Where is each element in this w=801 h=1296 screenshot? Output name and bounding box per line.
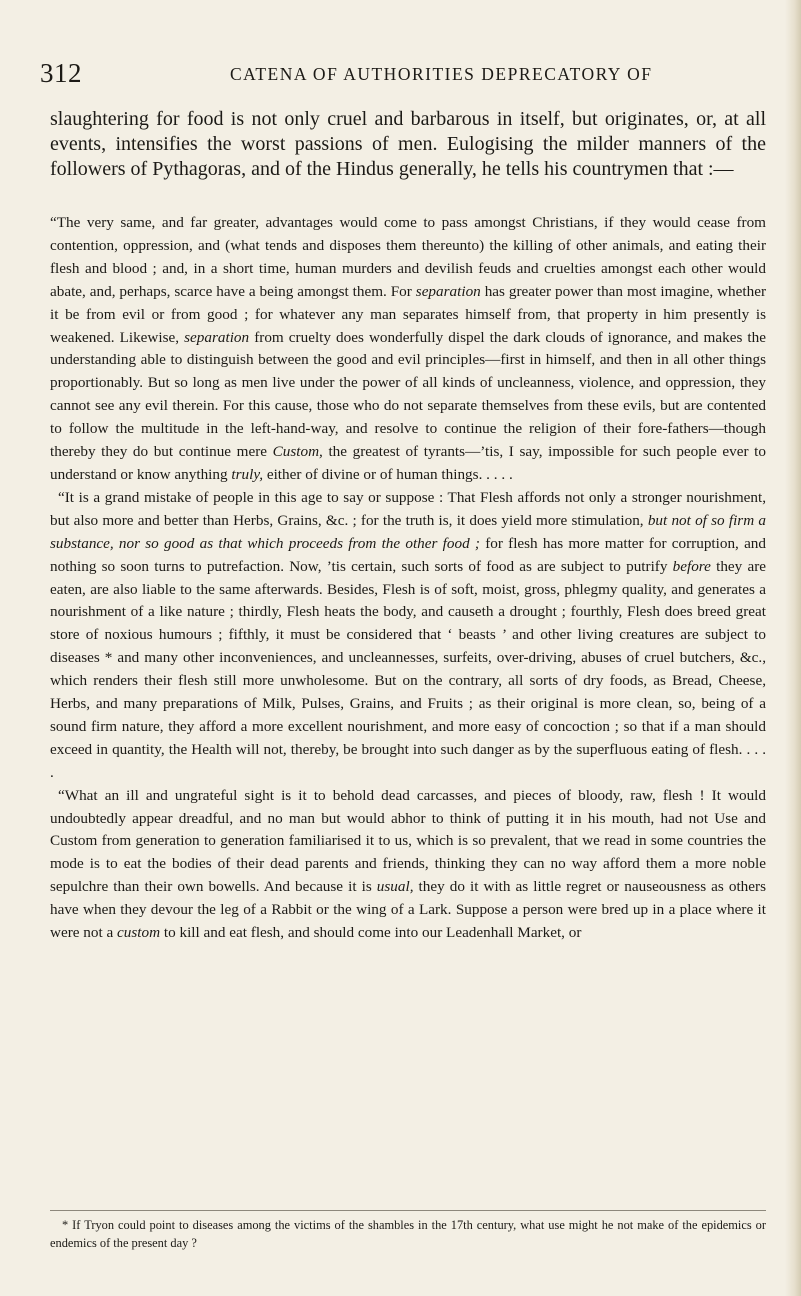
quote-paragraph-1: “The very same, and far greater, advantages would come to pass amongst Christians, if they would cease from contention, oppression, and (what tends and disposes them thereunto) the killing of other animals, and eating their flesh and blood ; and, in a short time, human murders and devilish feuds and cruelties amongst each other would abate, and, perhaps, scarce have a being amongst them. For separation has greater power than most imagine, whether it be from evil or from good ; for whatever any man separates himself from, that property in him presently is weakened. Likewise, separation from cruelty does wonderfully dispel the dark clouds of ignorance, and makes the understanding able to distinguish between the good and evil principles—first in himself, and then in all other things proportionably. But so long as men live under the power of all kinds of uncleanness, violence, and oppression, they cannot see any evil therein. For this cause, those who do not separate themselves from these evils, but are contented to follow the multitude in the left-hand-way, and resolve to continue the religion of their fore-fathers—though thereby they do but continue mere Custom, the greatest of tyrants—’tis, I say, impossible for such people ever to understand or know anything truly, either of divine or of human things. . . . . bbox=[50, 214, 766, 483]
quote-paragraph-3: “What an ill and ungrateful sight is it to behold dead carcasses, and pieces of bloody, raw, flesh ! It would undoubtedly appear dreadful, and no man but would abhor to think of putting it in his mouth, had not Use and Custom from generation to generation familiarised it to us, which is so prevalent, that we read in some countries the mode is to eat the bodies of their dead parents and friends, thinking they can no way afford them a more noble sepulchre than their own bowells. And because it is usual, they do it with as little regret or nauseousness as others have when they devour the leg of a Rabbit or the wing of a Lark. Suppose a person were bred up in a place where it were not a custom to kill and eat flesh, and should come into our Leadenhall Market, or bbox=[50, 786, 766, 942]
intro-paragraph: slaughtering for food is not only cruel and barbarous in itself, but originates, or, at all events, intensifies the worst passions of men. Eulogising the milder manners of the followers of Pythagoras, and of the Hindus generally, he tells his countrymen that :— bbox=[50, 108, 766, 180]
footnote-rule bbox=[50, 1210, 766, 1211]
quote-paragraph-2: “It is a grand mistake of people in this age to say or suppose : That Flesh affords not only a stronger nourishment, but also more and better than Herbs, Grains, &c. ; for the truth is, it does yield more stimulation, but not of so firm a substance, nor so good as that which proceeds from the other food ; for flesh has more matter for corruption, and nothing so soon turns to putrefaction. Now, ’tis certain, such sorts of food as are subject to putrify before they are eaten, are also liable to the same afterwards. Besides, Flesh is of soft, moist, gross, phlegmy quality, and generates a nourishment of a like nature ; thirdly, Flesh heats the body, and causeth a drought ; fourthly, Flesh does breed great store of noxious humours ; fifthly, it must be considered that ‘ beasts ’ and other living creatures are subject to diseases * and many other inconveniences, and uncleannesses, surfeits, over-driving, abuses of cruel butchers, &c., which renders their flesh still more unwholesome. But on the contrary, all sorts of dry foods, as Bread, Cheese, Herbs, and many preparations of Milk, Pulses, Grains, and Fruits ; as their original is more clean, so, being of a sound firm nature, they afford a more excellent nourishment, and more easy of concoction ; so that if a man should exceed in quantity, the Health will not, thereby, be brought into such danger as by the superfluous eating of flesh. . . . . bbox=[50, 488, 767, 781]
tryon-quotation bbox=[50, 212, 766, 945]
running-head: CATENA OF AUTHORITIES DEPRECATORY OF bbox=[230, 64, 653, 84]
footnote: * If Tryon could point to diseases among the victims of the shambles in the 17th century, what use might he not make of the epidemics or endemics of the present day ? bbox=[50, 1218, 766, 1250]
page-header bbox=[40, 58, 760, 88]
page-edge-shadow bbox=[785, 0, 801, 1296]
page-number: 312 bbox=[40, 58, 82, 88]
